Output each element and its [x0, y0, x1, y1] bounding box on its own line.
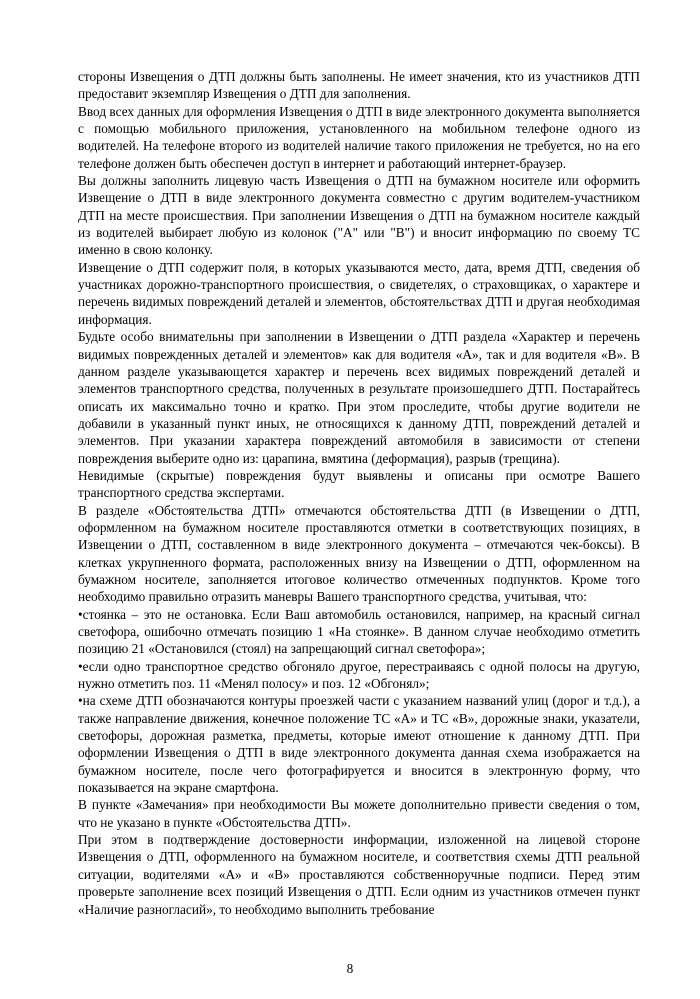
bullet-paragraph: •стоянка – это не остановка. Если Ваш автомобиль остановился, например, на красный сигнал светофора, ошибочно отмечать позицию 1 «На стоянке». В данном случае необходимо отметить позицию 21 «Остановился (стоял) на запрещающий сигнал светофора»;	[78, 606, 640, 657]
paragraph: Невидимые (скрытые) повреждения будут выявлены и описаны при осмотре Вашего транспортного средства экспертами.	[78, 467, 640, 501]
bullet-paragraph: •если одно транспортное средство обгоняло другое, перестраиваясь с одной полосы на другую, нужно отметить поз. 11 «Менял полосу» и поз. 12 «Обгонял»;	[78, 658, 640, 692]
paragraph: Ввод всех данных для оформления Извещения о ДТП в виде электронного документа выполняется с помощью мобильного приложения, установленного на мобильном телефоне одного из водителей. На телефоне второго из водителей наличие такого приложения не требуется, но на его телефоне должен быть обеспечен доступ в интернет и работающий интернет-браузер.	[78, 103, 640, 171]
page-number: 8	[346, 961, 354, 976]
paragraph: В пункте «Замечания» при необходимости Вы можете дополнительно привести сведения о том, что не указано в пункте «Обстоятельства ДТП».	[78, 797, 640, 830]
paragraph: Будьте особо внимательны при заполнении в Извещении о ДТП раздела «Характер и перечень видимых поврежденных деталей и элементов» как для водителя «А», так и для водителя «В». В данном разделе указывающется характер и перечень всех видимых повреждений деталей и элементов транспортного средства, полученных в результате произошедшего ДТП. Постарайтесь описать их максимально точно и кратко. При этом проследите, чтобы другие водители не добавили в указанный пункт иных, не относящихся к данному ДТП, повреждений деталей и элементов. При указании характера повреждений автомобиля в зависимости от степени повреждения выберите одно из: царапина, вмятина (деформация), разрыв (трещина).	[78, 329, 640, 466]
paragraph: стороны Извещения о ДТП должны быть заполнены. Не имеет значения, кто из участников ДТП предоставит экземпляр Извещения о ДТП для заполнения.	[78, 69, 640, 102]
paragraph: При этом в подтверждение достоверности информации, изложенной на лицевой стороне Извещения о ДТП, оформленного на бумажном носителе, и соответствия схемы ДТП реальной ситуации, водителями «А» и «В» проставляются собственноручные подписи. Перед этим проверьте заполнение всех позиций Извещения о ДТП. Если одним из участников отмечен пункт «Наличие разногласий», то необходимо выполнить требование	[78, 832, 640, 917]
paragraph: Вы должны заполнить лицевую часть Извещения о ДТП на бумажном носителе или оформить Извещение о ДТП в виде электронного документа совместно с другим водителем-участником ДТП на месте происшествия. При заполнении Извещения о ДТП на бумажном носителе каждый из водителей выбирает любую из колонок ("А" или "В") и вносит информацию по своему ТС именно в свою колонку.	[78, 173, 640, 258]
bullet-paragraph: •на схеме ДТП обозначаются контуры проезжей части с указанием названий улиц (дорог и т.д.), а также направление движения, конечное положение ТС «А» и ТС «В», дорожные знаки, указатели, светофоры, дорожная разметка, предметы, которые имеют отношение к данному ДТП. При оформлении Извещения о ДТП в виде электронного документа данная схема изображается на бумажном носителе, после чего фотографируется и вносится в электронную форму, что показывается на экране смартфона.	[78, 693, 640, 796]
paragraph: В разделе «Обстоятельства ДТП» отмечаются обстоятельства ДТП (в Извещении о ДТП, оформленном на бумажном носителе проставляются отметки в соответствующих позициях, в Извещении о ДТП, составленном в виде электронного документа – отмечаются чек-боксы). В клетках укрупненного формата, расположенных внизу на Извещении о ДТП, оформленном на бумажном носителе, заполняется итоговое количество отмеченных подпунктов. Кроме того необходимо правильно отразить маневры Вашего транспортного средства, учитывая, что:	[78, 502, 640, 605]
document-body	[78, 68, 640, 918]
paragraph: Извещение о ДТП содержит поля, в которых указываются место, дата, время ДТП, сведения об участниках дорожно-транспортного происшествия, о свидетелях, о страховщиках, о характере и перечень видимых повреждений деталей и элементов, обстоятельствах ДТП и другая необходимая информация.	[78, 259, 640, 327]
